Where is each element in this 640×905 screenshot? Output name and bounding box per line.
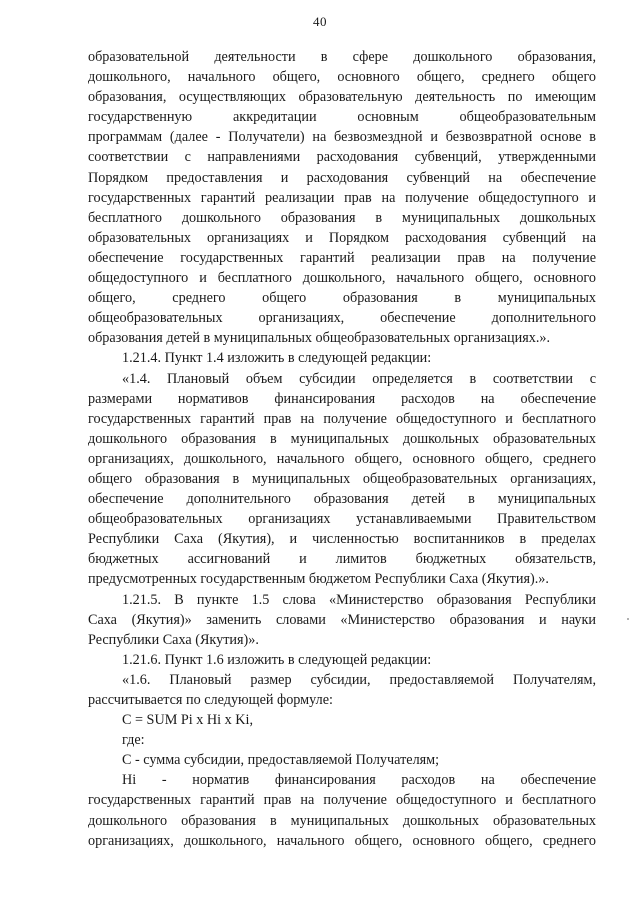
text-line: где: [122,732,145,749]
text-line: бесплатного дошкольного образования в муниципальных дошкольных [88,209,596,226]
text-line: общеобразовательных организациях, обеспечение дополнительного [88,310,596,327]
text-line: Hi - норматив финансирования расходов на обеспечение [122,772,596,789]
text-line: образовательной деятельности в сфере дошкольного образования, [88,49,596,65]
text-line: 1.21.6. Пункт 1.6 изложить в следующей редакции: [122,651,432,668]
text-line: Республики Саха (Якутия)». [88,631,259,648]
text-line: предусмотренных государственным бюджетом Республики Саха (Якутия).». [88,571,549,588]
text-line: рассчитывается по следующей формуле: [88,692,333,708]
text-line: организациях, дошкольного, начального общего, основного общего, среднего [88,832,596,849]
text-line: Саха (Якутия)» заменить словами «Министерство образования и науки [88,611,596,628]
text-line: Республики Саха (Якутия), и численностью воспитанников в пределах [88,531,596,548]
text-line: С - сумма субсидии, предоставляемой Получателям; [122,752,440,769]
text-line: государственных гарантий прав на получение общедоступного и бесплатного [88,410,596,427]
text-line: общедоступного и бесплатного дошкольного, начального общего, основного [88,270,596,287]
text-line: соответствии с направлениями расходования субвенций, утвержденными [88,149,596,166]
text-line: образования, осуществляющих образовательную деятельность по имеющим [88,89,596,106]
text-line: бюджетных ассигнований и лимитов бюджетных обязательств, [88,551,596,568]
text-line: государственных гарантий реализации прав на получение общедоступного и [88,189,596,206]
text-line: дошкольного, начального общего, основного общего, среднего общего [88,69,596,86]
text-line: размерами нормативов финансирования расходов на обеспечение [88,390,596,407]
page-number: 40 [313,14,327,29]
text-line: общего, среднего общего образования в муниципальных [88,290,596,307]
text-line: дошкольного образования в муниципальных дошкольных образовательных [88,812,596,829]
text-line: обеспечение дополнительного образования детей в муниципальных [88,491,596,508]
text-line: общего образования в муниципальных общеобразовательных организациях, [88,470,596,487]
text-line: 1.21.4. Пункт 1.4 изложить в следующей редакции: [122,350,432,367]
text-line: программам (далее - Получатели) на безвозмездной и безвозвратной основе в [88,129,596,146]
text-line: государственную аккредитации основным общеобразовательным [88,109,596,126]
text-line: образования детей в муниципальных общеобразовательных организациях.». [88,330,551,347]
text-line: «1.4. Плановый объем субсидии определяется в соответствии с [122,370,596,387]
text-line: C = SUM Pi x Hi x Ki, [122,712,253,729]
scan-speck [627,618,629,620]
text-line: государственных гарантий прав на получение общедоступного и бесплатного [88,792,596,809]
text-line: организациях, дошкольного, начального общего, основного общего, среднего [88,450,596,467]
text-line: 1.21.5. В пункте 1.5 слова «Министерство образования Республики [122,591,596,608]
text-line: образовательных организациях и Порядком расходования субвенций на [88,229,596,246]
text-line: общеобразовательных организациях устанавливаемыми Правительством [88,511,596,528]
text-line: дошкольного образования в муниципальных дошкольных образовательных [88,430,596,447]
text-line: «1.6. Плановый размер субсидии, предоставляемой Получателям, [122,671,596,688]
text-line: обеспечение государственных гарантий реализации прав на получение [88,249,596,266]
text-line: Порядком предоставления и расходования субвенций на обеспечение [88,169,596,186]
document-body [88,47,596,851]
